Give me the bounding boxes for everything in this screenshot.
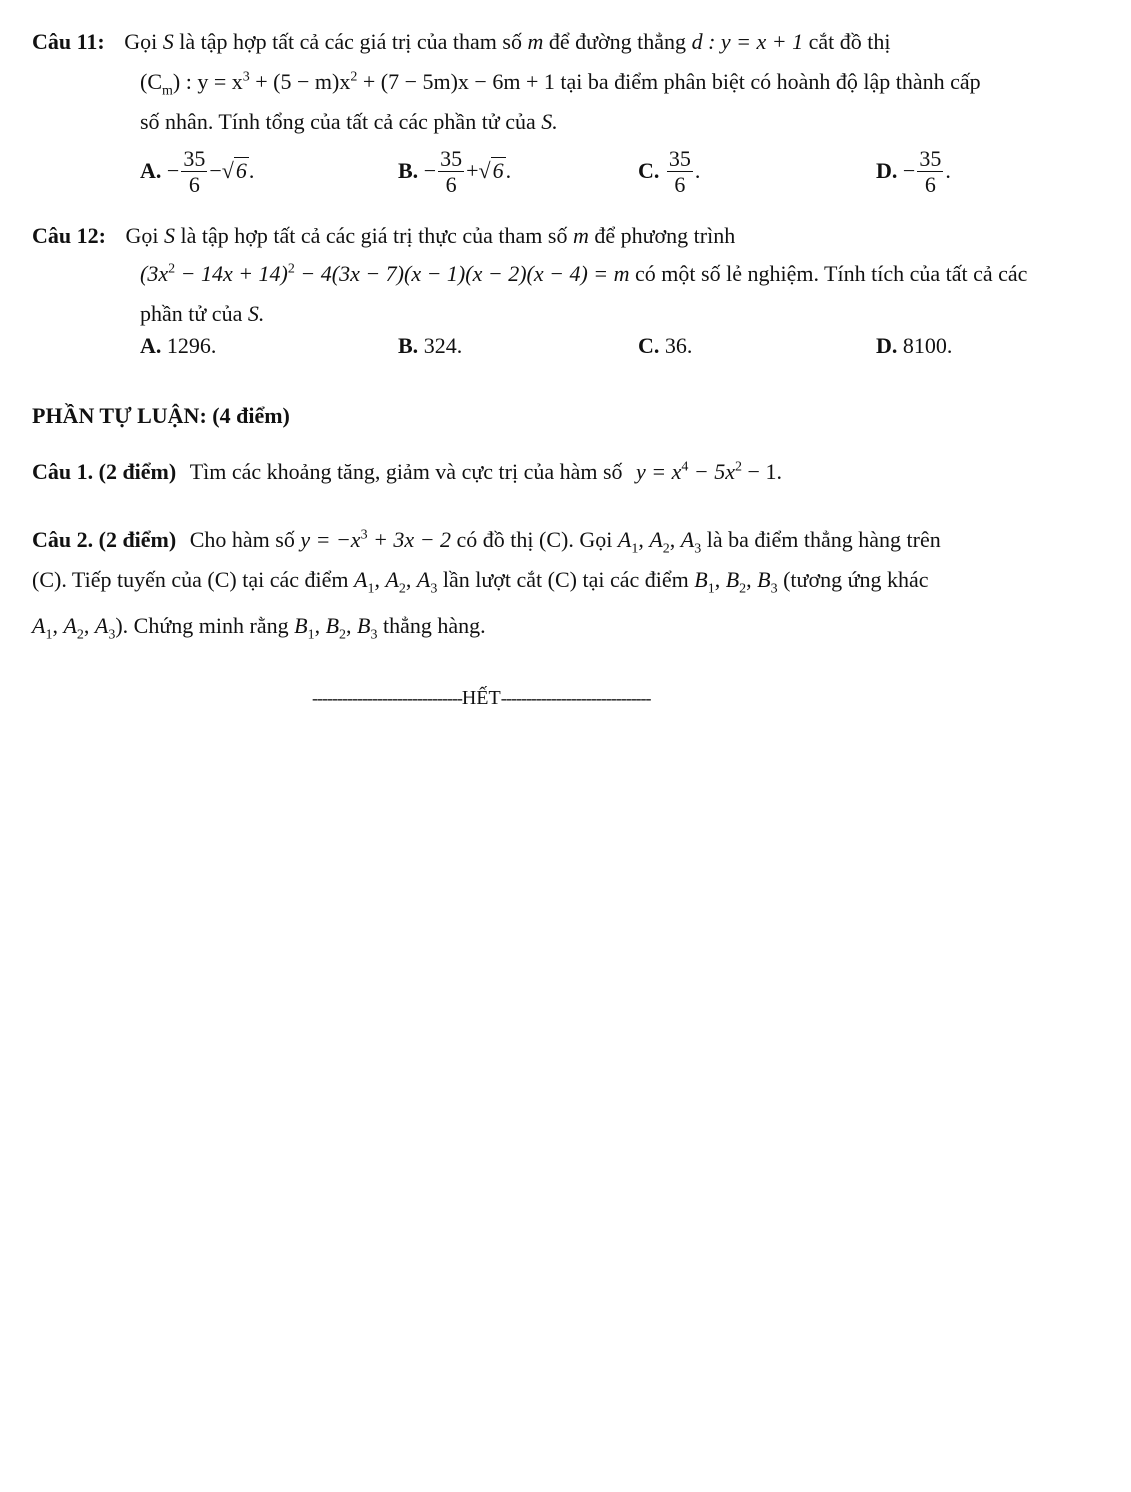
essay-question-2-line-3: $A_1$, $A_2$, $A_3$). Chứng minh rằng $B_1$, $B_2$, $B_3$ thẳng hàng. (32, 613, 486, 643)
essay-question-2-line-2: (C). Tiếp tuyến của (C) tại các điểm $A_1$, $A_2$, $A_3$ lần lượt cắt (C) tại các điểm $B_1$, $B_2$, $B_3$ (tương ứng khác (32, 567, 929, 597)
essay-question-2-line-1: Câu 2. (2 điểm) Cho hàm số $y = -x^3 + 3x - 2$ có đồ thị (C). Gọi $A_1$, $A_2$, $A_3$ là ba điểm thẳng hàng trên (32, 527, 941, 557)
q11-line-1: Câu 11: Gọi S là tập hợp tất cả các giá trị của tham số m để đường thẳng d : y = x + 1 cắt đồ thị (32, 29, 891, 54)
q11-option-c: C. $\frac{35}{6}$ . (638, 146, 701, 198)
q12-line-2: $(3x^2 - 14x + 14)^2 - 4(3x - 7)(x - 1)(x - 2)(x - 4) = m$ có một số lẻ nghiệm. Tính tích của tất cả các (140, 261, 1028, 286)
end-marker: ------------------------------HẾT------------------------------ (312, 687, 651, 709)
q11-option-a: A. − $\frac{35}{6}$ −√6. (140, 146, 255, 198)
q12-option-b: B. 324. (398, 333, 463, 358)
q12-option-c: C. 36. (638, 333, 693, 358)
q12-option-d: D. 8100. (876, 333, 953, 358)
q11-option-b: B. − $\frac{35}{6}$ +√6. (398, 146, 512, 198)
q11-option-d: D. − $\frac{35}{6}$ . (876, 146, 951, 198)
q12-line-1: Câu 12: Gọi S là tập hợp tất cả các giá trị thực của tham số m để phương trình (32, 223, 736, 248)
q11-line-3: số nhân. Tính tổng của tất cả các phần tử của S. (140, 109, 558, 134)
q11-line-2: $(C_m)$ : $y = x^3 + (5 - m)x^2 + (7 - 5m)x - 6m + 1$ tại ba điểm phân biệt có hoành độ lập thành cấp (140, 69, 981, 99)
q12-label: Câu 12: (32, 223, 106, 248)
q12-option-a: A. 1296. (140, 333, 217, 358)
essay-question-1: Câu 1. (2 điểm) Tìm các khoảng tăng, giảm và cực trị của hàm số $y = x^4 - 5x^2 - 1$. (32, 459, 782, 484)
q12-line-3: phần tử của S. (140, 301, 265, 326)
essay-heading: PHẦN TỰ LUẬN: (4 điểm) (32, 403, 290, 428)
q11-label: Câu 11: (32, 29, 105, 54)
